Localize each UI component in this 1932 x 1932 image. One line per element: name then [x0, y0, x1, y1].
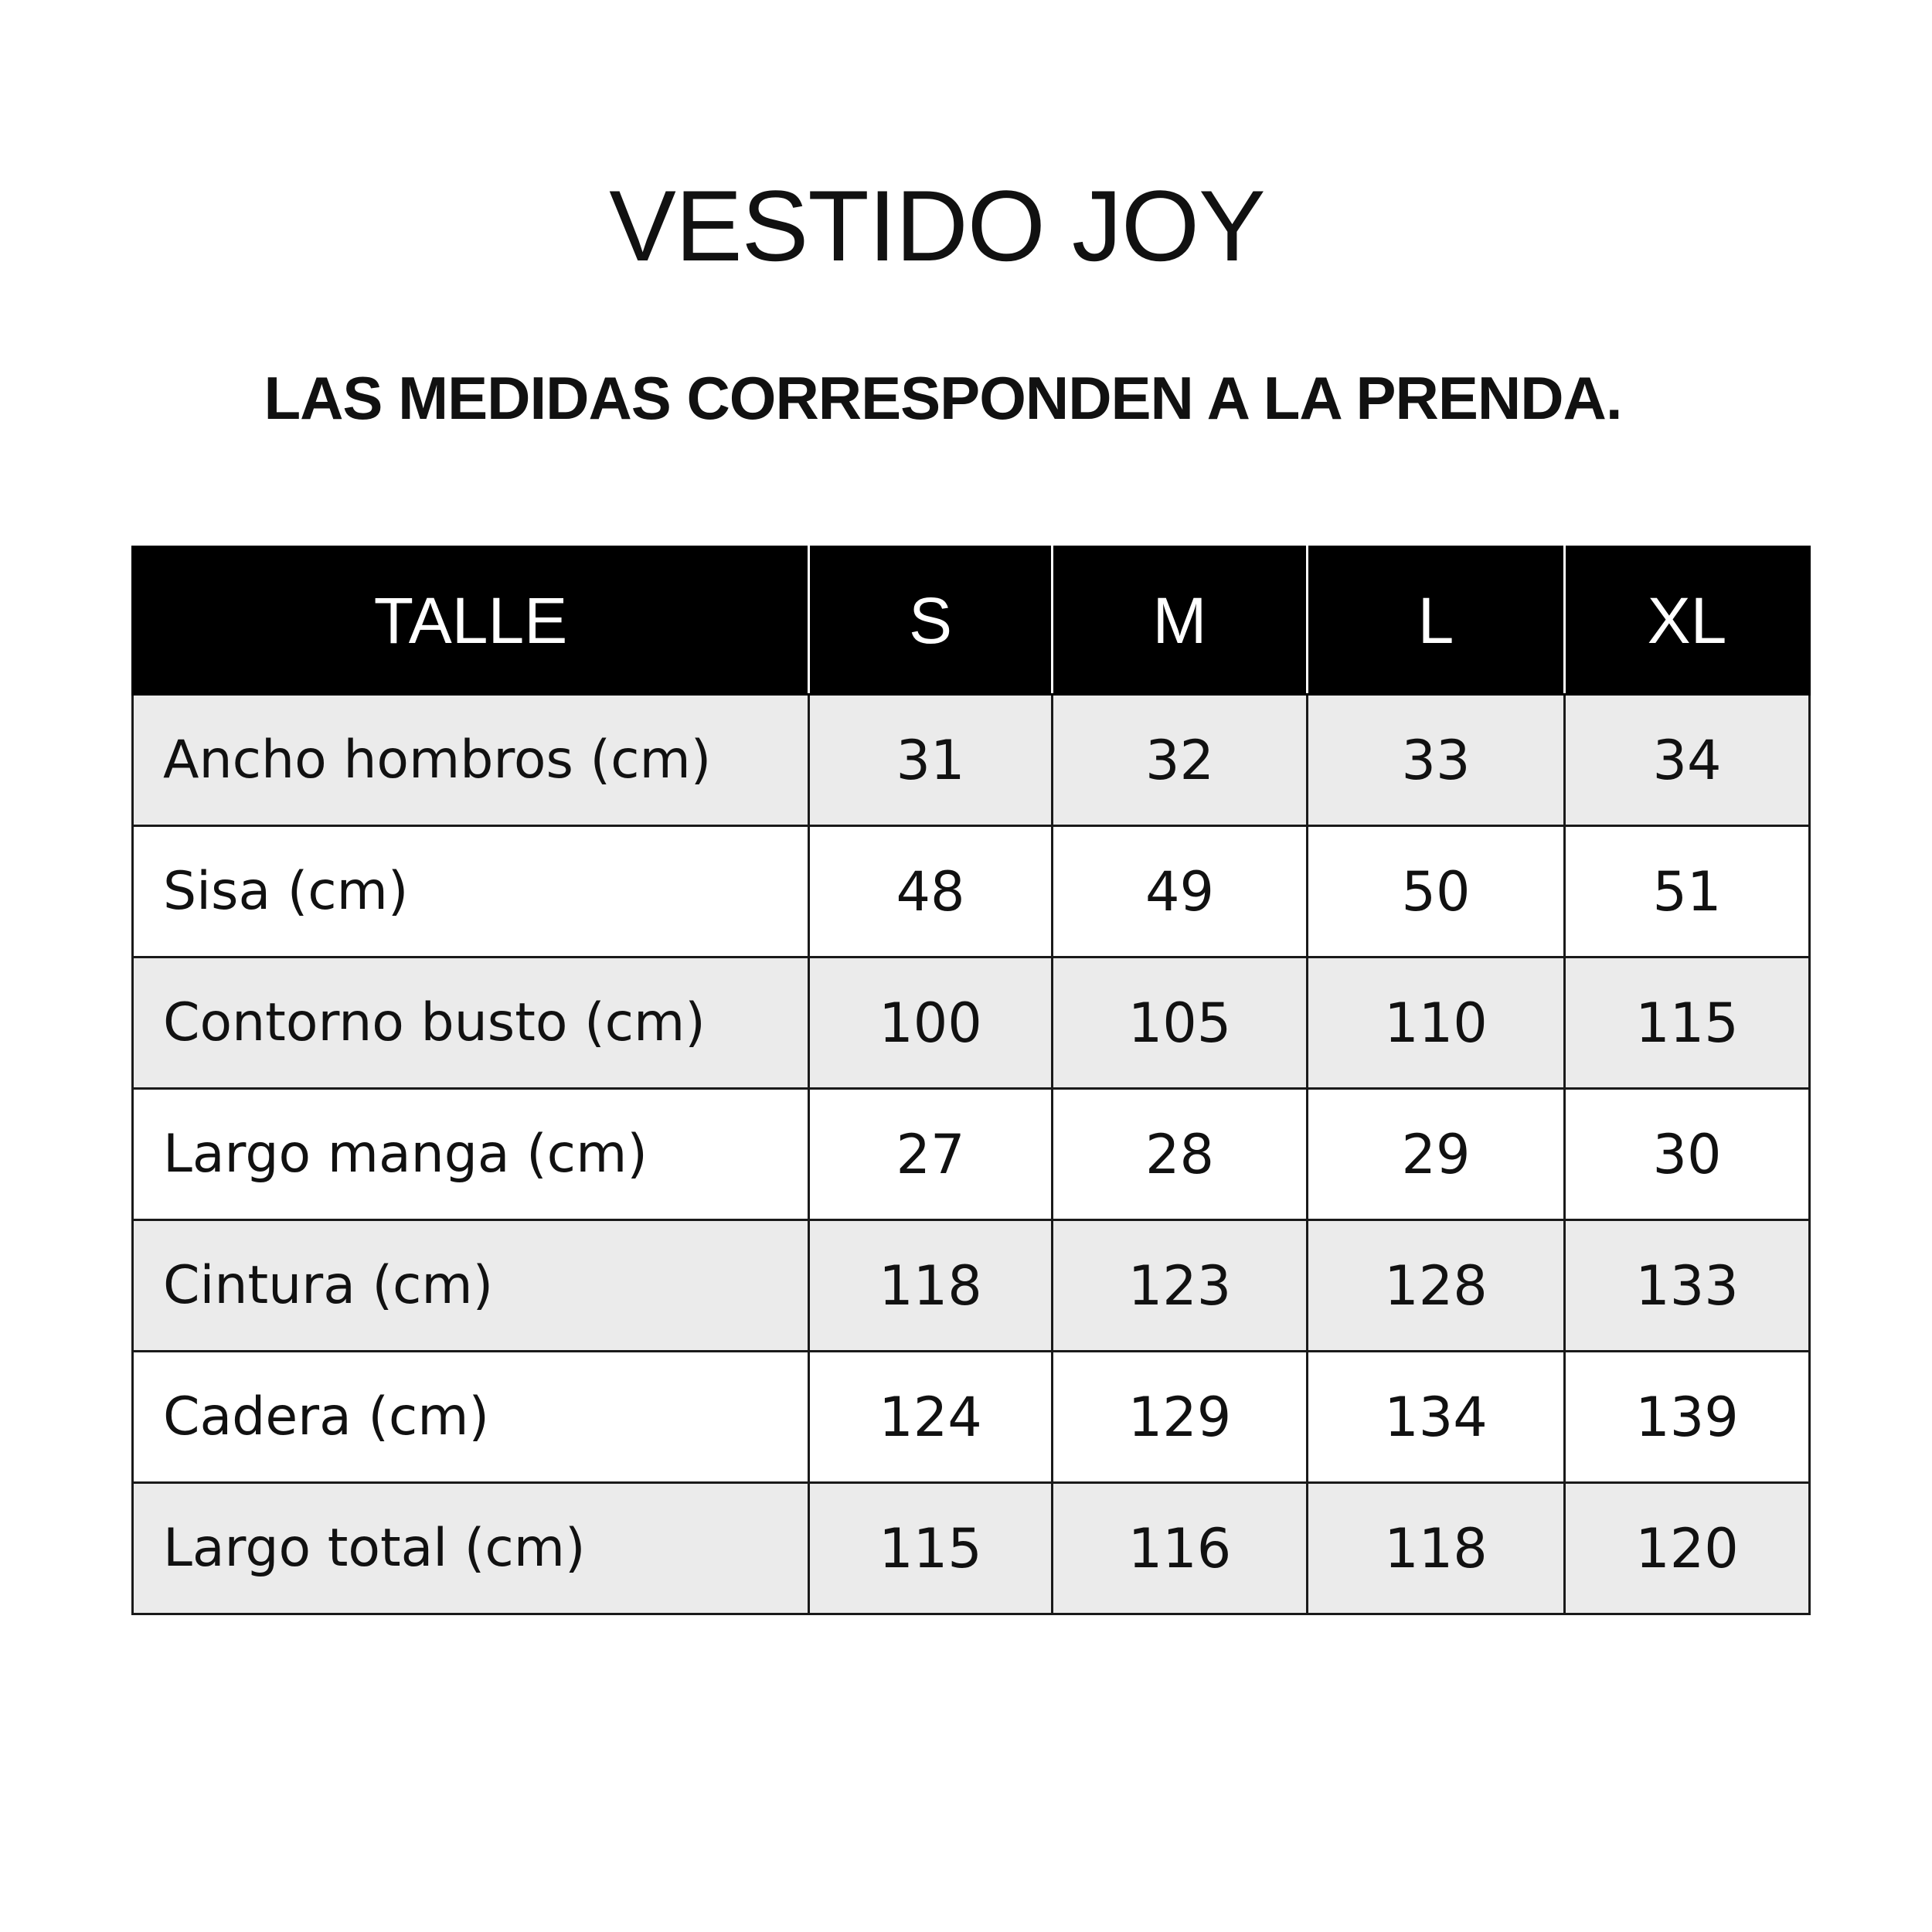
cell-value: 50 [1308, 826, 1565, 957]
table-row-cintura [133, 1220, 1810, 1352]
cell-value: 124 [809, 1352, 1053, 1483]
cell-value: 30 [1565, 1089, 1810, 1220]
cell-value: 128 [1308, 1220, 1565, 1352]
table-header-row [133, 547, 1810, 695]
cell-value: 48 [809, 826, 1053, 957]
header-size-l: L [1308, 547, 1565, 695]
row-label: Cintura (cm) [133, 1220, 809, 1352]
cell-value: 34 [1565, 695, 1810, 826]
row-label: Largo manga (cm) [133, 1089, 809, 1220]
cell-value: 139 [1565, 1352, 1810, 1483]
row-label: Contorno busto (cm) [133, 957, 809, 1089]
header-size-m: M [1053, 547, 1308, 695]
page-title: VESTIDO JOY [609, 169, 1265, 282]
table-row-sisa [133, 826, 1810, 957]
cell-value: 32 [1053, 695, 1308, 826]
cell-value: 123 [1053, 1220, 1308, 1352]
size-chart-table [131, 546, 1811, 1615]
cell-value: 28 [1053, 1089, 1308, 1220]
cell-value: 129 [1053, 1352, 1308, 1483]
header-size-xl: XL [1565, 547, 1810, 695]
row-label: Sisa (cm) [133, 826, 809, 957]
cell-value: 118 [1308, 1483, 1565, 1614]
cell-value: 115 [1565, 957, 1810, 1089]
row-label: Largo total (cm) [133, 1483, 809, 1614]
cell-value: 27 [809, 1089, 1053, 1220]
cell-value: 49 [1053, 826, 1308, 957]
row-label: Cadera (cm) [133, 1352, 809, 1483]
cell-value: 115 [809, 1483, 1053, 1614]
table-row-largo-total [133, 1483, 1810, 1614]
cell-value: 105 [1053, 957, 1308, 1089]
cell-value: 33 [1308, 695, 1565, 826]
cell-value: 110 [1308, 957, 1565, 1089]
cell-value: 120 [1565, 1483, 1810, 1614]
cell-value: 116 [1053, 1483, 1308, 1614]
cell-value: 51 [1565, 826, 1810, 957]
table-row-largo-manga [133, 1089, 1810, 1220]
cell-value: 29 [1308, 1089, 1565, 1220]
table-row-ancho-hombros [133, 695, 1810, 826]
row-label: Ancho hombros (cm) [133, 695, 809, 826]
page-subtitle: LAS MEDIDAS CORRESPONDEN A LA PRENDA. [264, 364, 1622, 432]
header-size-s: S [809, 547, 1053, 695]
cell-value: 133 [1565, 1220, 1810, 1352]
cell-value: 118 [809, 1220, 1053, 1352]
header-talle: TALLE [133, 547, 809, 695]
cell-value: 134 [1308, 1352, 1565, 1483]
cell-value: 100 [809, 957, 1053, 1089]
table-row-contorno-busto [133, 957, 1810, 1089]
table-row-cadera [133, 1352, 1810, 1483]
cell-value: 31 [809, 695, 1053, 826]
